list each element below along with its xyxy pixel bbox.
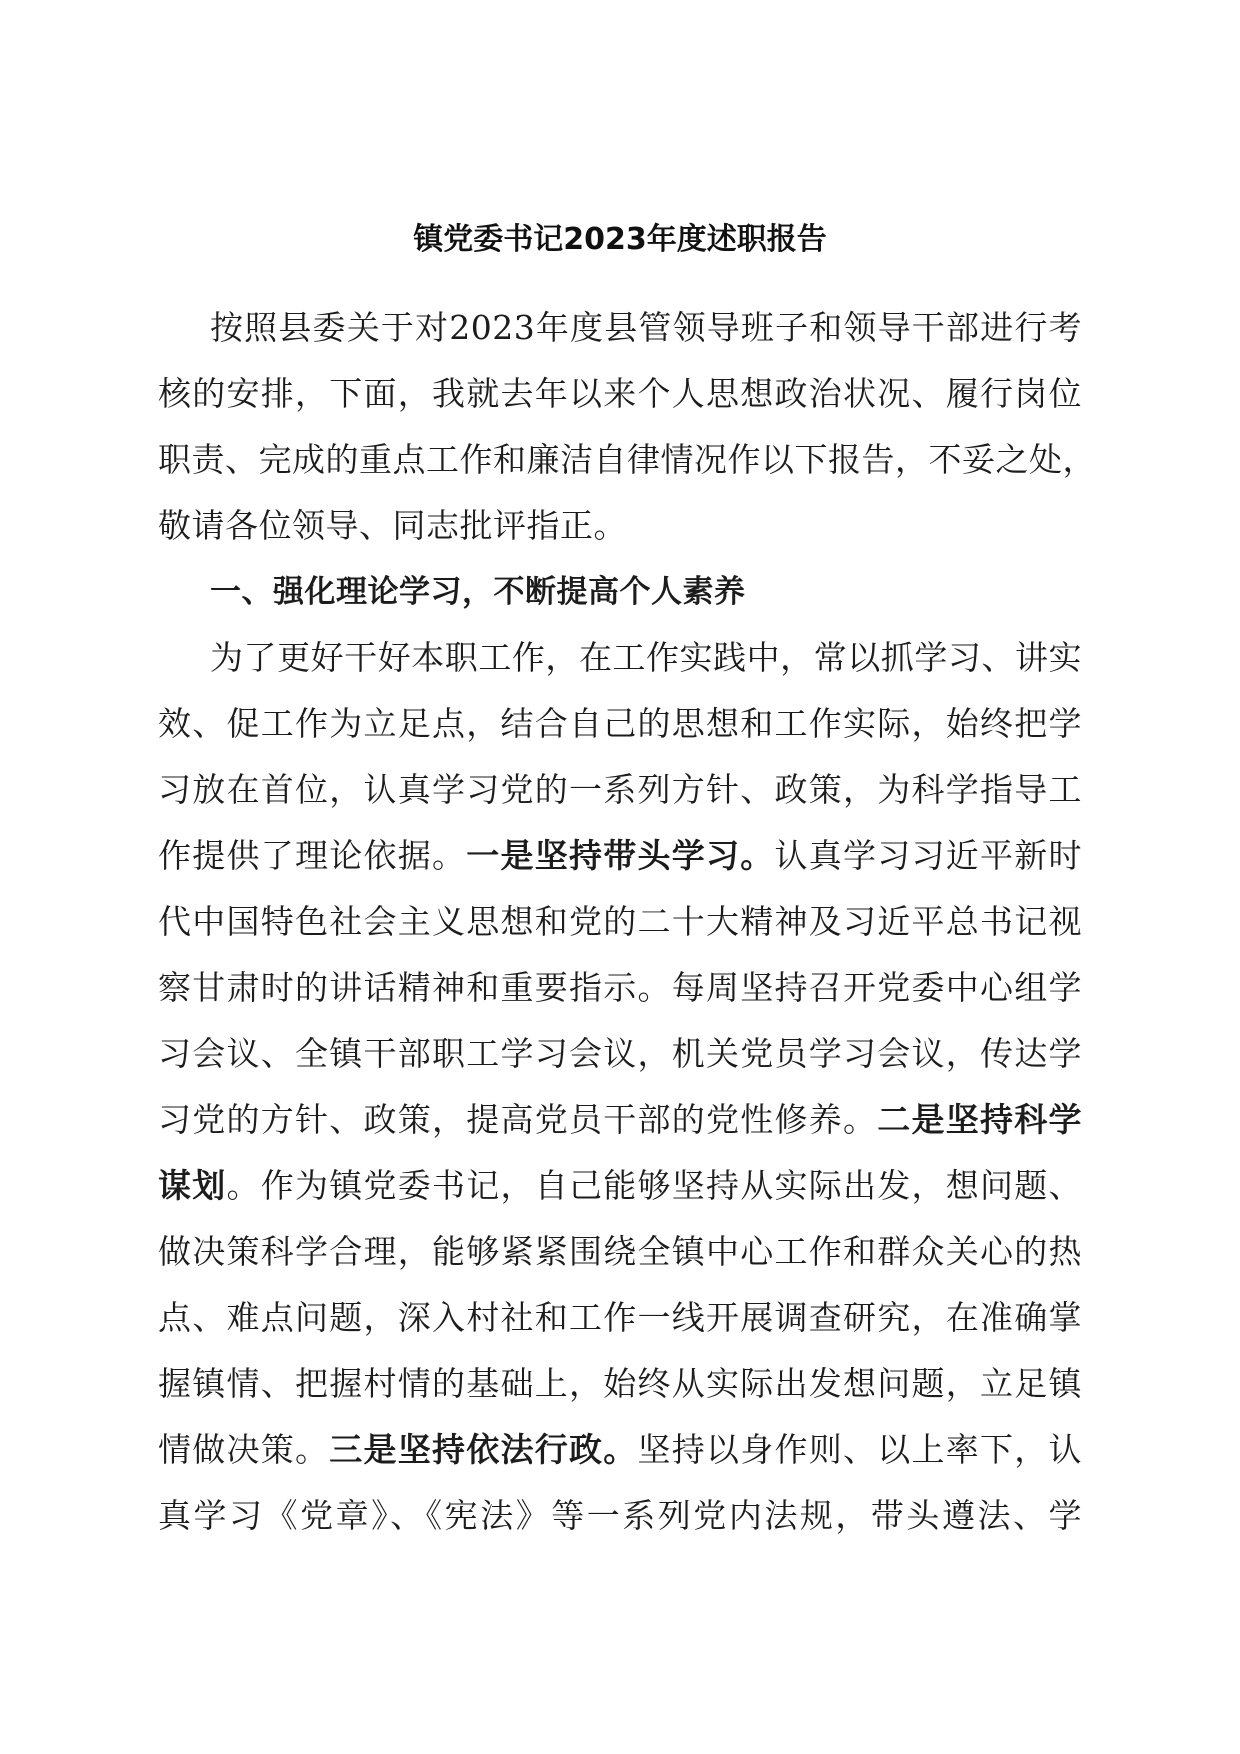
paragraph-line [158, 1417, 1082, 1483]
paragraph-line: 效、促工作为立足点，结合自己的思想和工作实际，始终把学 [158, 704, 1082, 743]
text-run: 坚持以身作则、以上率下，认 [637, 1430, 1082, 1469]
text-run: 作提供了理论依据。 [158, 836, 467, 875]
document-title: 镇党委书记2023年度述职报告 [413, 222, 827, 257]
paragraph-line [158, 1087, 1082, 1153]
bold-emphasis: 三是坚持依法行政。 [329, 1430, 638, 1469]
paragraph-line: 代中国特色社会主义思想和党的二十大精神及习近平总书记视 [158, 902, 1082, 941]
intro-line: 核的安排，下面，我就去年以来个人思想政治状况、履行岗位 [158, 374, 1082, 413]
intro-line: 敬请各位领导、同志批评指正。 [158, 506, 627, 545]
paragraph-line: 察甘肃时的讲话精神和重要指示。每周坚持召开党委中心组学 [158, 968, 1082, 1007]
paragraph-line: 真学习《党章》、《宪法》等一系列党内法规，带头遵法、学 [158, 1496, 1082, 1535]
bold-emphasis: 二是坚持科学 [877, 1100, 1082, 1139]
text-run: 情做决策。 [158, 1430, 330, 1469]
text-run: 习党的方针、政策，提高党员干部的党性修养。 [158, 1100, 878, 1139]
bold-emphasis: 一是坚持带头学习。 [466, 836, 775, 875]
intro-line: 职责、完成的重点工作和廉洁自律情况作以下报告，不妥之处， [158, 440, 1096, 479]
paragraph-line [158, 823, 1082, 889]
paragraph-line: 习会议、全镇干部职工学习会议，机关党员学习会议，传达学 [158, 1034, 1082, 1073]
section-heading: 一、强化理论学习，不断提高个人素养 [210, 574, 746, 610]
text-run: 。作为镇党委书记，自己能够坚持从实际出发，想问题、 [226, 1166, 1082, 1205]
document-body [158, 295, 1096, 1549]
paragraph-line: 为了更好干好本职工作，在工作实践中，常以抓学习、讲实 [210, 638, 1082, 677]
paragraph-line: 做决策科学合理，能够紧紧围绕全镇中心工作和群众关心的热 [158, 1232, 1082, 1271]
paragraph-line [158, 1153, 1082, 1219]
intro-line: 按照县委关于对2023年度县管领导班子和领导干部进行考 [210, 308, 1082, 347]
paragraph-line: 握镇情、把握村情的基础上，始终从实际出发想问题，立足镇 [158, 1364, 1082, 1403]
bold-emphasis: 谋划 [158, 1166, 227, 1205]
paragraph-line: 点、难点问题，深入村社和工作一线开展调查研究，在准确掌 [158, 1298, 1082, 1337]
text-run: 认真学习习近平新时 [774, 836, 1082, 875]
paragraph-line: 习放在首位，认真学习党的一系列方针、政策，为科学指导工 [158, 770, 1082, 809]
